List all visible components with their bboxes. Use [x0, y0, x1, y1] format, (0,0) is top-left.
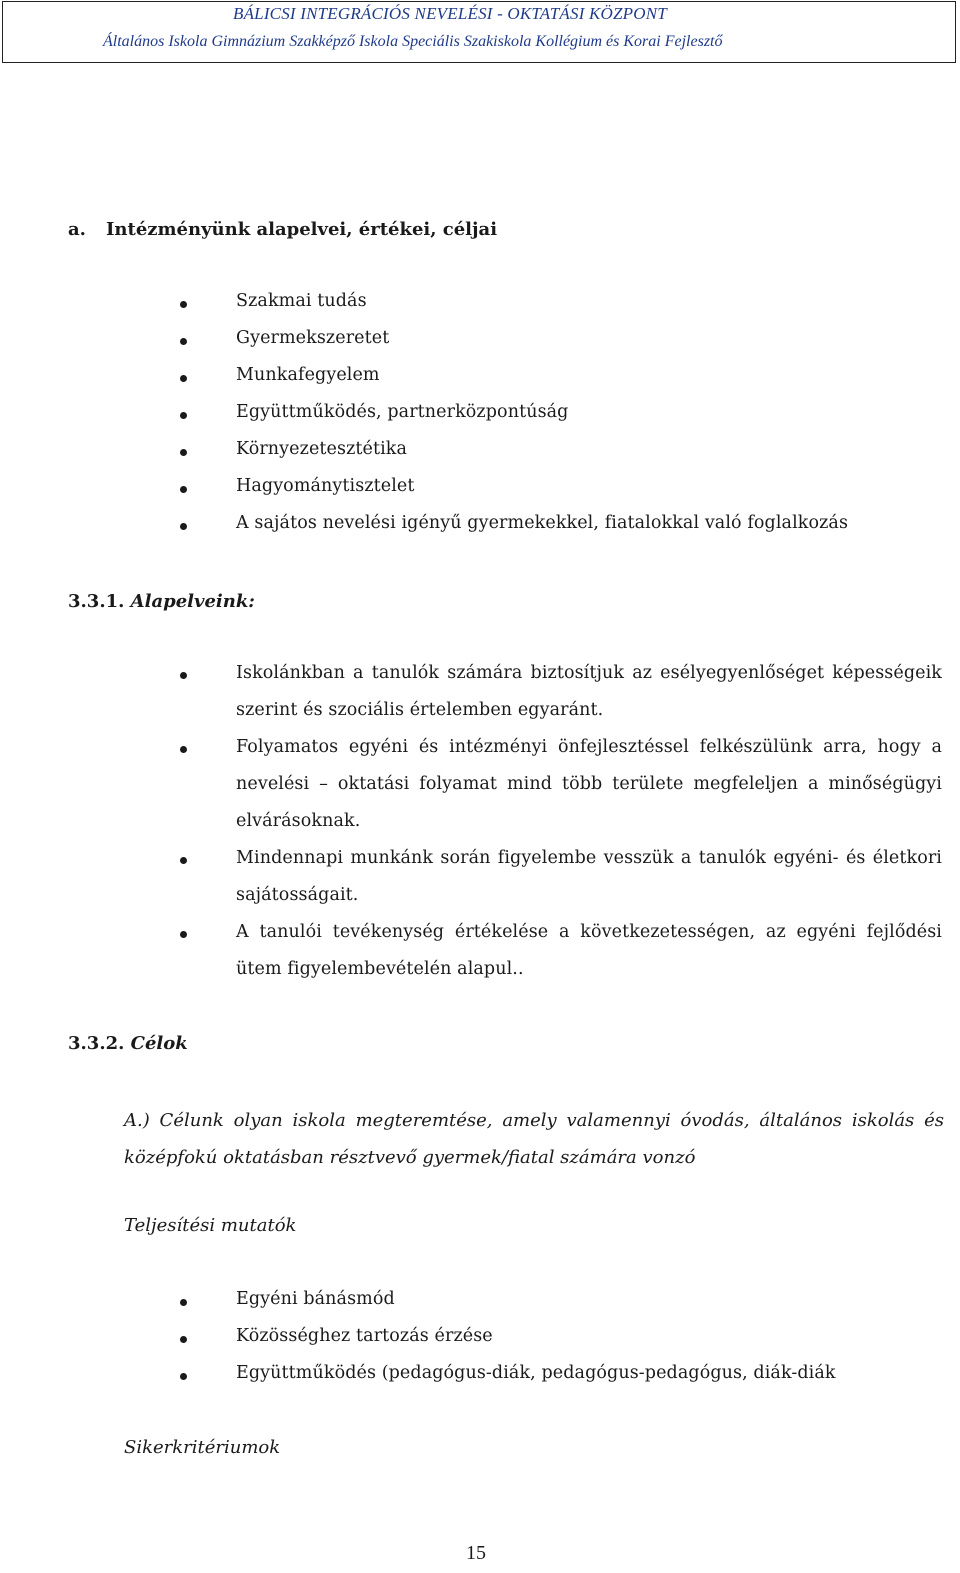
list-item: Szakmai tudás — [236, 291, 367, 311]
list-item: Környezetesztétika — [236, 439, 408, 459]
success-criteria-label: Sikerkritériumok — [124, 1437, 281, 1458]
bullet-icon — [180, 523, 187, 530]
bullet-icon — [180, 1336, 187, 1343]
list-item: Hagyománytisztelet — [236, 476, 415, 496]
bullet-icon — [180, 449, 187, 456]
list-item: Közösséghez tartozás érzése — [236, 1326, 493, 1346]
bullet-icon — [180, 672, 187, 679]
section-332-title: Célok — [130, 1033, 188, 1054]
bullet-icon — [180, 1373, 187, 1380]
bullet-icon — [180, 338, 187, 345]
bullet-icon — [180, 486, 187, 493]
section-a-heading — [68, 219, 497, 240]
goal-a-text: A.) Célunk olyan iskola megteremtése, amely valamennyi óvodás, általános iskolás és középfokú oktatásban résztvevő gyermek/fiatal számára vonzó — [124, 1110, 944, 1168]
page-number: 15 — [466, 1542, 486, 1564]
bullet-icon — [180, 746, 187, 753]
bullet-icon — [180, 375, 187, 382]
section-331-number: 3.3.1. — [68, 591, 125, 612]
list-item: Egyéni bánásmód — [236, 1289, 395, 1309]
bullet-icon — [180, 412, 187, 419]
list-item: Mindennapi munkánk során figyelembe vesszük a tanulók egyéni- és életkori sajátosságait. — [236, 848, 942, 905]
section-331-heading — [68, 591, 255, 612]
list-item: Munkafegyelem — [236, 365, 380, 385]
bullet-icon — [180, 857, 187, 864]
bullet-icon — [180, 1299, 187, 1306]
section-a-title: Intézményünk alapelvei, értékei, céljai — [106, 219, 498, 240]
indicators-label: Teljesítési mutatók — [124, 1215, 297, 1236]
section-332-number: 3.3.2. — [68, 1033, 125, 1054]
list-item: Gyermekszeretet — [236, 328, 390, 348]
header-institution-name: BÁLICSI INTEGRÁCIÓS NEVELÉSI - OKTATÁSI KÖZPONT — [233, 4, 667, 23]
list-item: A tanulói tevékenység értékelése a következetességen, az egyéni fejlődési ütem figyelembevételén alapul.. — [236, 922, 942, 979]
bullet-icon — [180, 931, 187, 938]
section-332-heading — [68, 1033, 188, 1054]
list-item: Folyamatos egyéni és intézményi önfejlesztéssel felkészülünk arra, hogy a nevelési – oktatási folyamat mind több területe megfeleljen a minőségügyi elvárásoknak. — [236, 737, 942, 831]
page-header — [2, 1, 956, 63]
list-item: Iskolánkban a tanulók számára biztosítjuk az esélyegyenlőséget képességeik szerint és szociális értelemben egyaránt. — [236, 663, 942, 720]
list-item: A sajátos nevelési igényű gyermekekkel, fiatalokkal való foglalkozás — [236, 513, 849, 533]
bullet-icon — [180, 301, 187, 308]
list-item: Együttműködés, partnerközpontúság — [236, 402, 569, 422]
header-institution-types: Általános Iskola Gimnázium Szakképző Iskola Speciális Szakiskola Kollégium és Korai Fejlesztő — [103, 33, 723, 50]
section-a-number: a. — [68, 219, 86, 240]
list-item: Együttműködés (pedagógus-diák, pedagógus-pedagógus, diák-diák — [236, 1363, 836, 1383]
section-331-title: Alapelveink: — [130, 591, 255, 612]
